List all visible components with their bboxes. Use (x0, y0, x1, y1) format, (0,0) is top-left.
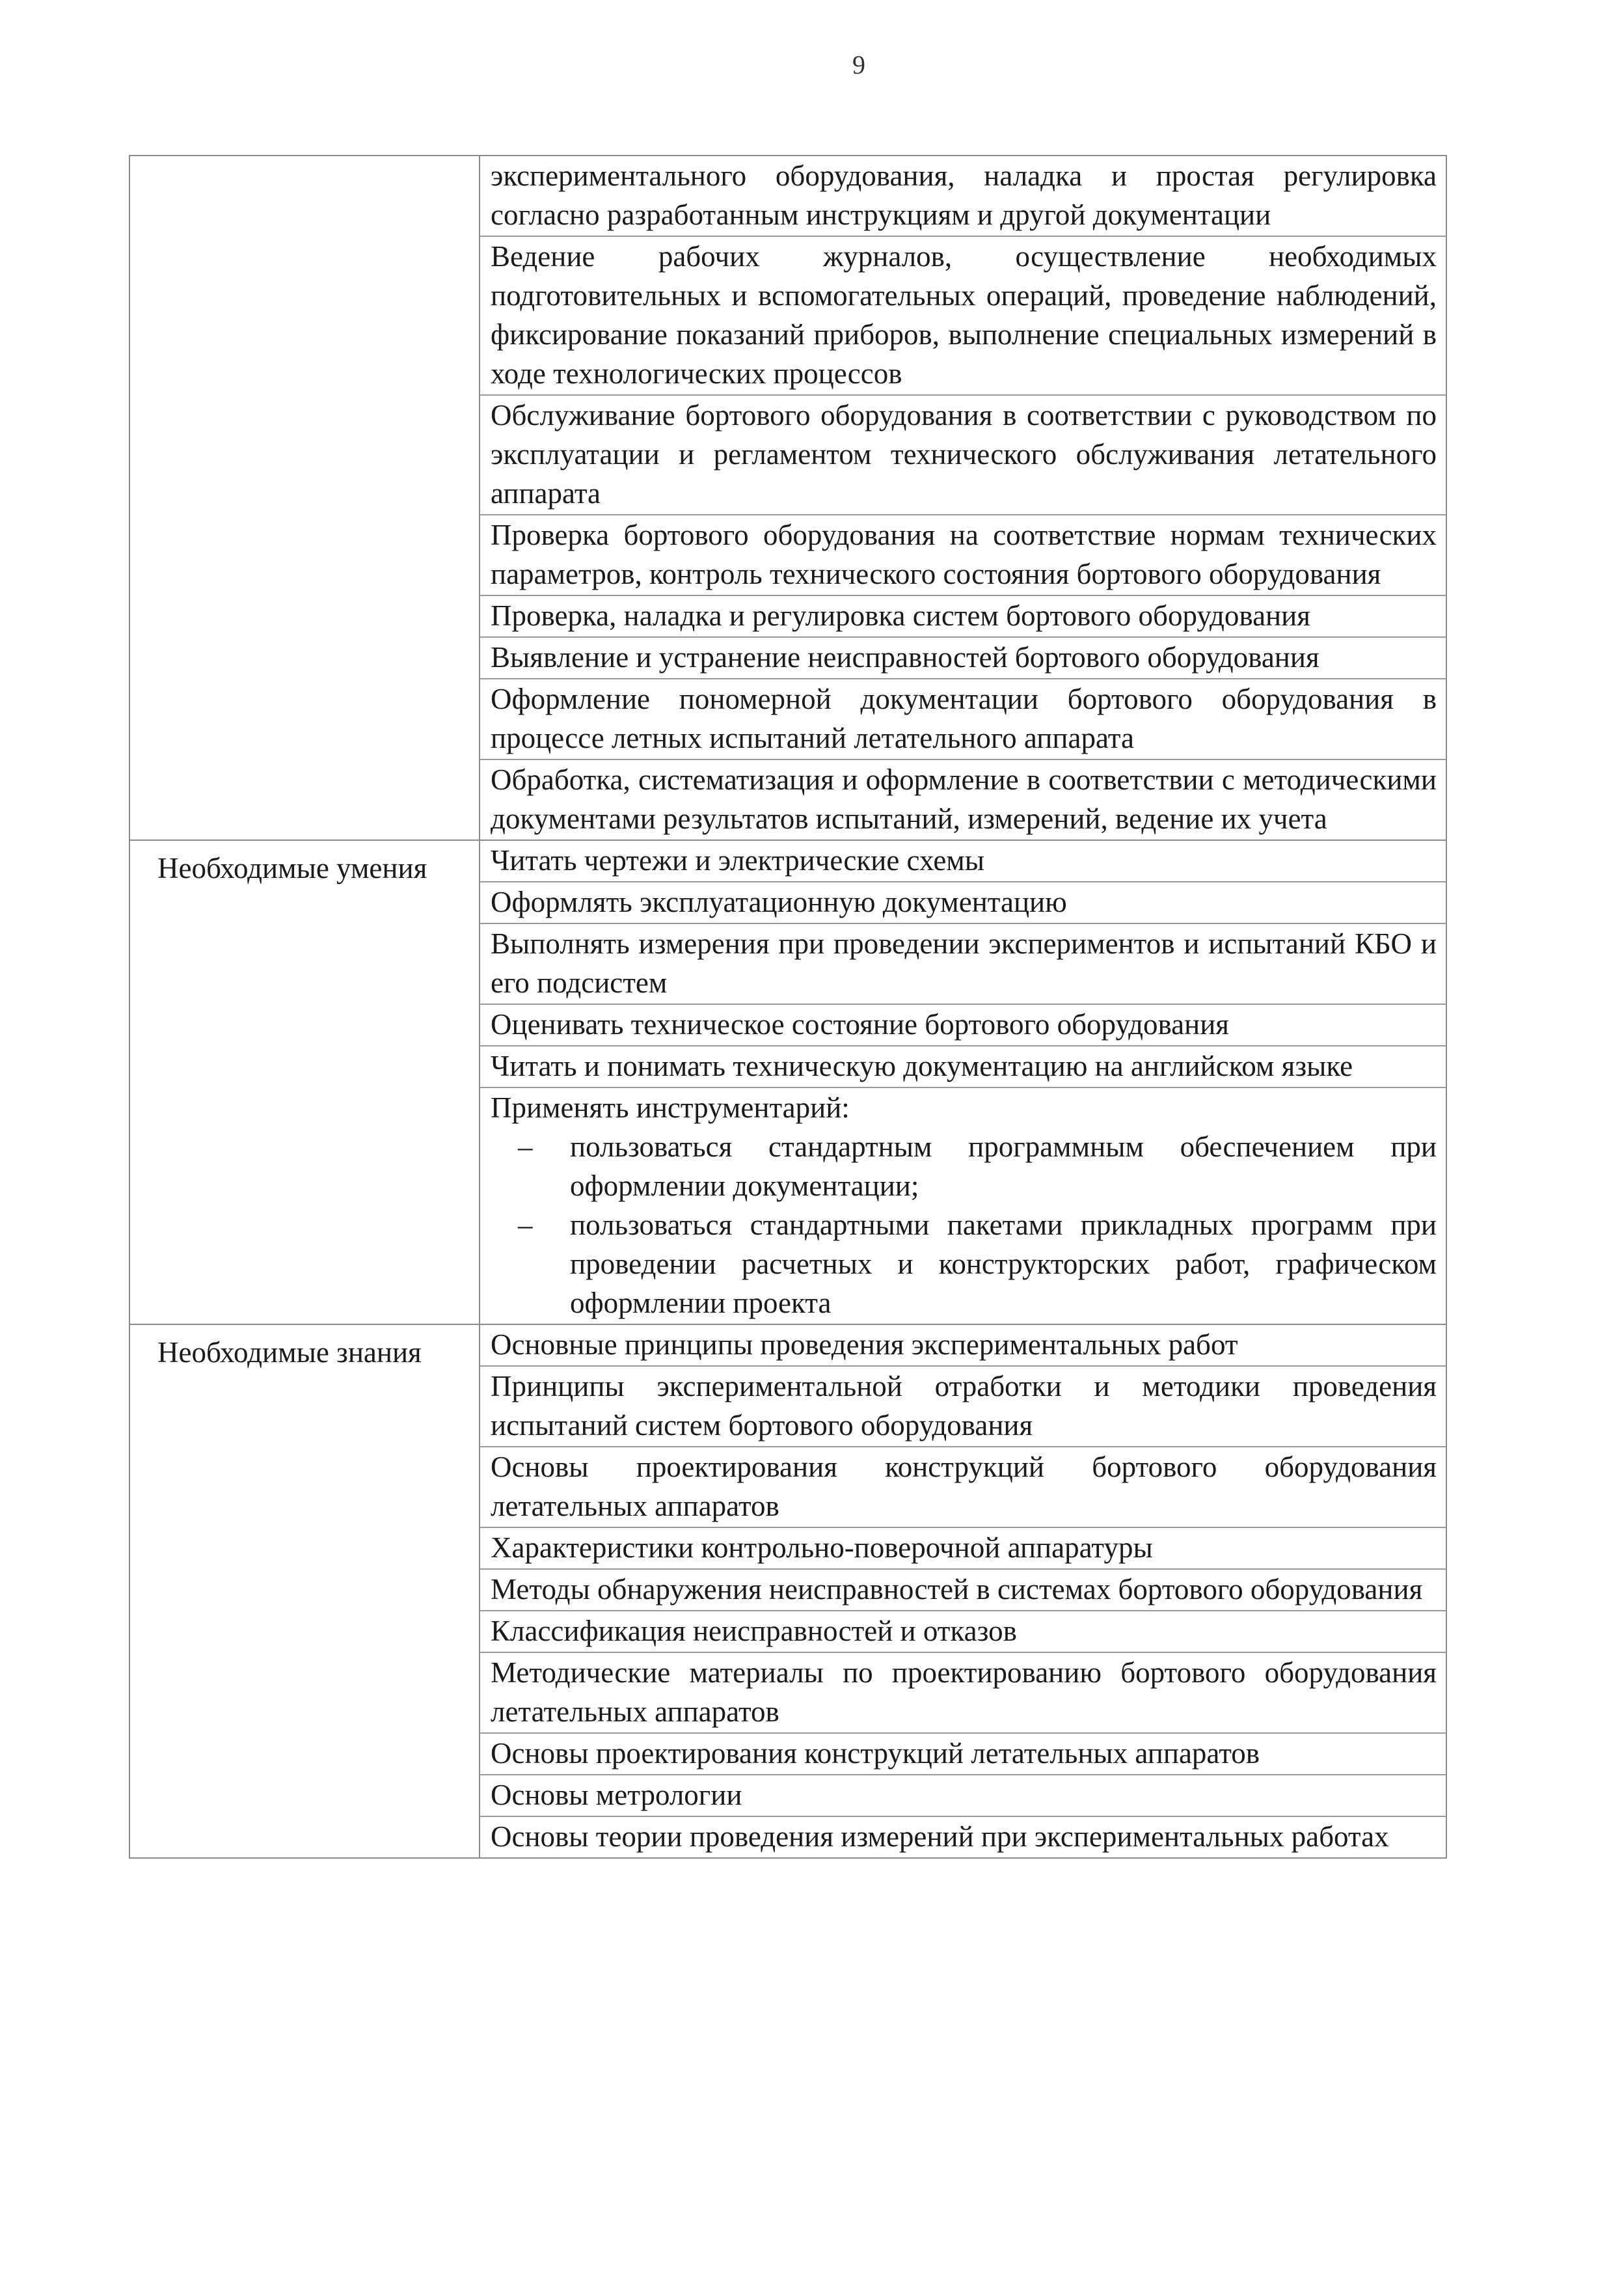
section-content (480, 1324, 1446, 1858)
list-item: Основы теории проведения измерений при экспериментальных работах (480, 1816, 1446, 1857)
list-item: Выполнять измерения при проведении экспериментов и испытаний КБО и его подсистем (480, 923, 1446, 1004)
list-item: Читать чертежи и электрические схемы (491, 844, 985, 877)
list-item: Оформлять эксплуатационную документацию (480, 881, 1446, 923)
section-label: Необходимые знания (129, 1324, 480, 1858)
list-item: Проверка, наладка и регулировка систем бортового оборудования (480, 595, 1446, 636)
list-item: Основные принципы проведения экспериментальных работ (491, 1328, 1238, 1361)
list-item: Ведение рабочих журналов, осуществление необходимых подготовительных и вспомогательных операций, проведение наблюдений, фиксирование показаний приборов, выполнение специальных измерений в ходе технологических процессов (480, 236, 1446, 394)
list-item: Проверка бортового оборудования на соответствие нормам технических параметров, контроль технического состояния бортового оборудования (480, 514, 1446, 595)
list-item: Выявление и устранение неисправностей бортового оборудования (480, 636, 1446, 678)
list-item: Характеристики контрольно-поверочной аппаратуры (480, 1527, 1446, 1568)
list-item: Оценивать техническое состояние бортового оборудования (480, 1004, 1446, 1045)
section-content (480, 156, 1446, 840)
section-knowledge (129, 1324, 1446, 1858)
list-item: Обслуживание бортового оборудования в соответствии с руководством по эксплуатации и регламентом технического обслуживания летательного аппарата (480, 394, 1446, 514)
section-labor-actions (129, 156, 1446, 840)
section-skills (129, 840, 1446, 1324)
list-item: Методические материалы по проектированию бортового оборудования летательных аппаратов (480, 1652, 1446, 1732)
dash-bullet: – (518, 1209, 533, 1241)
tools-sublist (491, 1127, 1437, 1322)
list-item: Основы метрологии (480, 1774, 1446, 1816)
list-item: экспериментального оборудования, наладка и простая регулировка согласно разработанным инструкциям и другой документации (491, 159, 1437, 231)
sublist-entry-text: пользоваться стандартными пакетами прикладных программ при проведении расчетных и конструкторских работ, графическом оформлении проекта (570, 1209, 1437, 1319)
list-item: Оформление пономерной документации бортового оборудования в процессе летных испытаний летательного аппарата (480, 678, 1446, 759)
list-item: Принципы экспериментальной отработки и методики проведения испытаний систем бортового оборудования (480, 1365, 1446, 1446)
tools-list-item (480, 1087, 1446, 1324)
section-content (480, 840, 1446, 1324)
tools-intro: Применять инструментарий: (491, 1091, 850, 1124)
list-item: Методы обнаружения неисправностей в системах бортового оборудования (480, 1568, 1446, 1610)
list-item: Основы проектирования конструкций бортового оборудования летательных аппаратов (480, 1446, 1446, 1527)
sublist-entry-text: пользоваться стандартным программным обеспечением при оформлении документации; (570, 1130, 1437, 1202)
list-item: Классификация неисправностей и отказов (480, 1610, 1446, 1652)
section-label: Необходимые умения (129, 840, 480, 1324)
sublist-entry (491, 1205, 1437, 1322)
dash-bullet: – (518, 1130, 533, 1163)
sublist-entry (491, 1127, 1437, 1205)
list-item: Читать и понимать техническую документацию на английском языке (480, 1045, 1446, 1087)
page-number: 9 (852, 50, 865, 79)
list-item: Основы проектирования конструкций летательных аппаратов (480, 1732, 1446, 1774)
section-label (129, 156, 480, 840)
requirements-table (129, 155, 1447, 1859)
list-item: Обработка, систематизация и оформление в соответствии с методическими документами результатов испытаний, измерений, ведение их учета (480, 759, 1446, 840)
